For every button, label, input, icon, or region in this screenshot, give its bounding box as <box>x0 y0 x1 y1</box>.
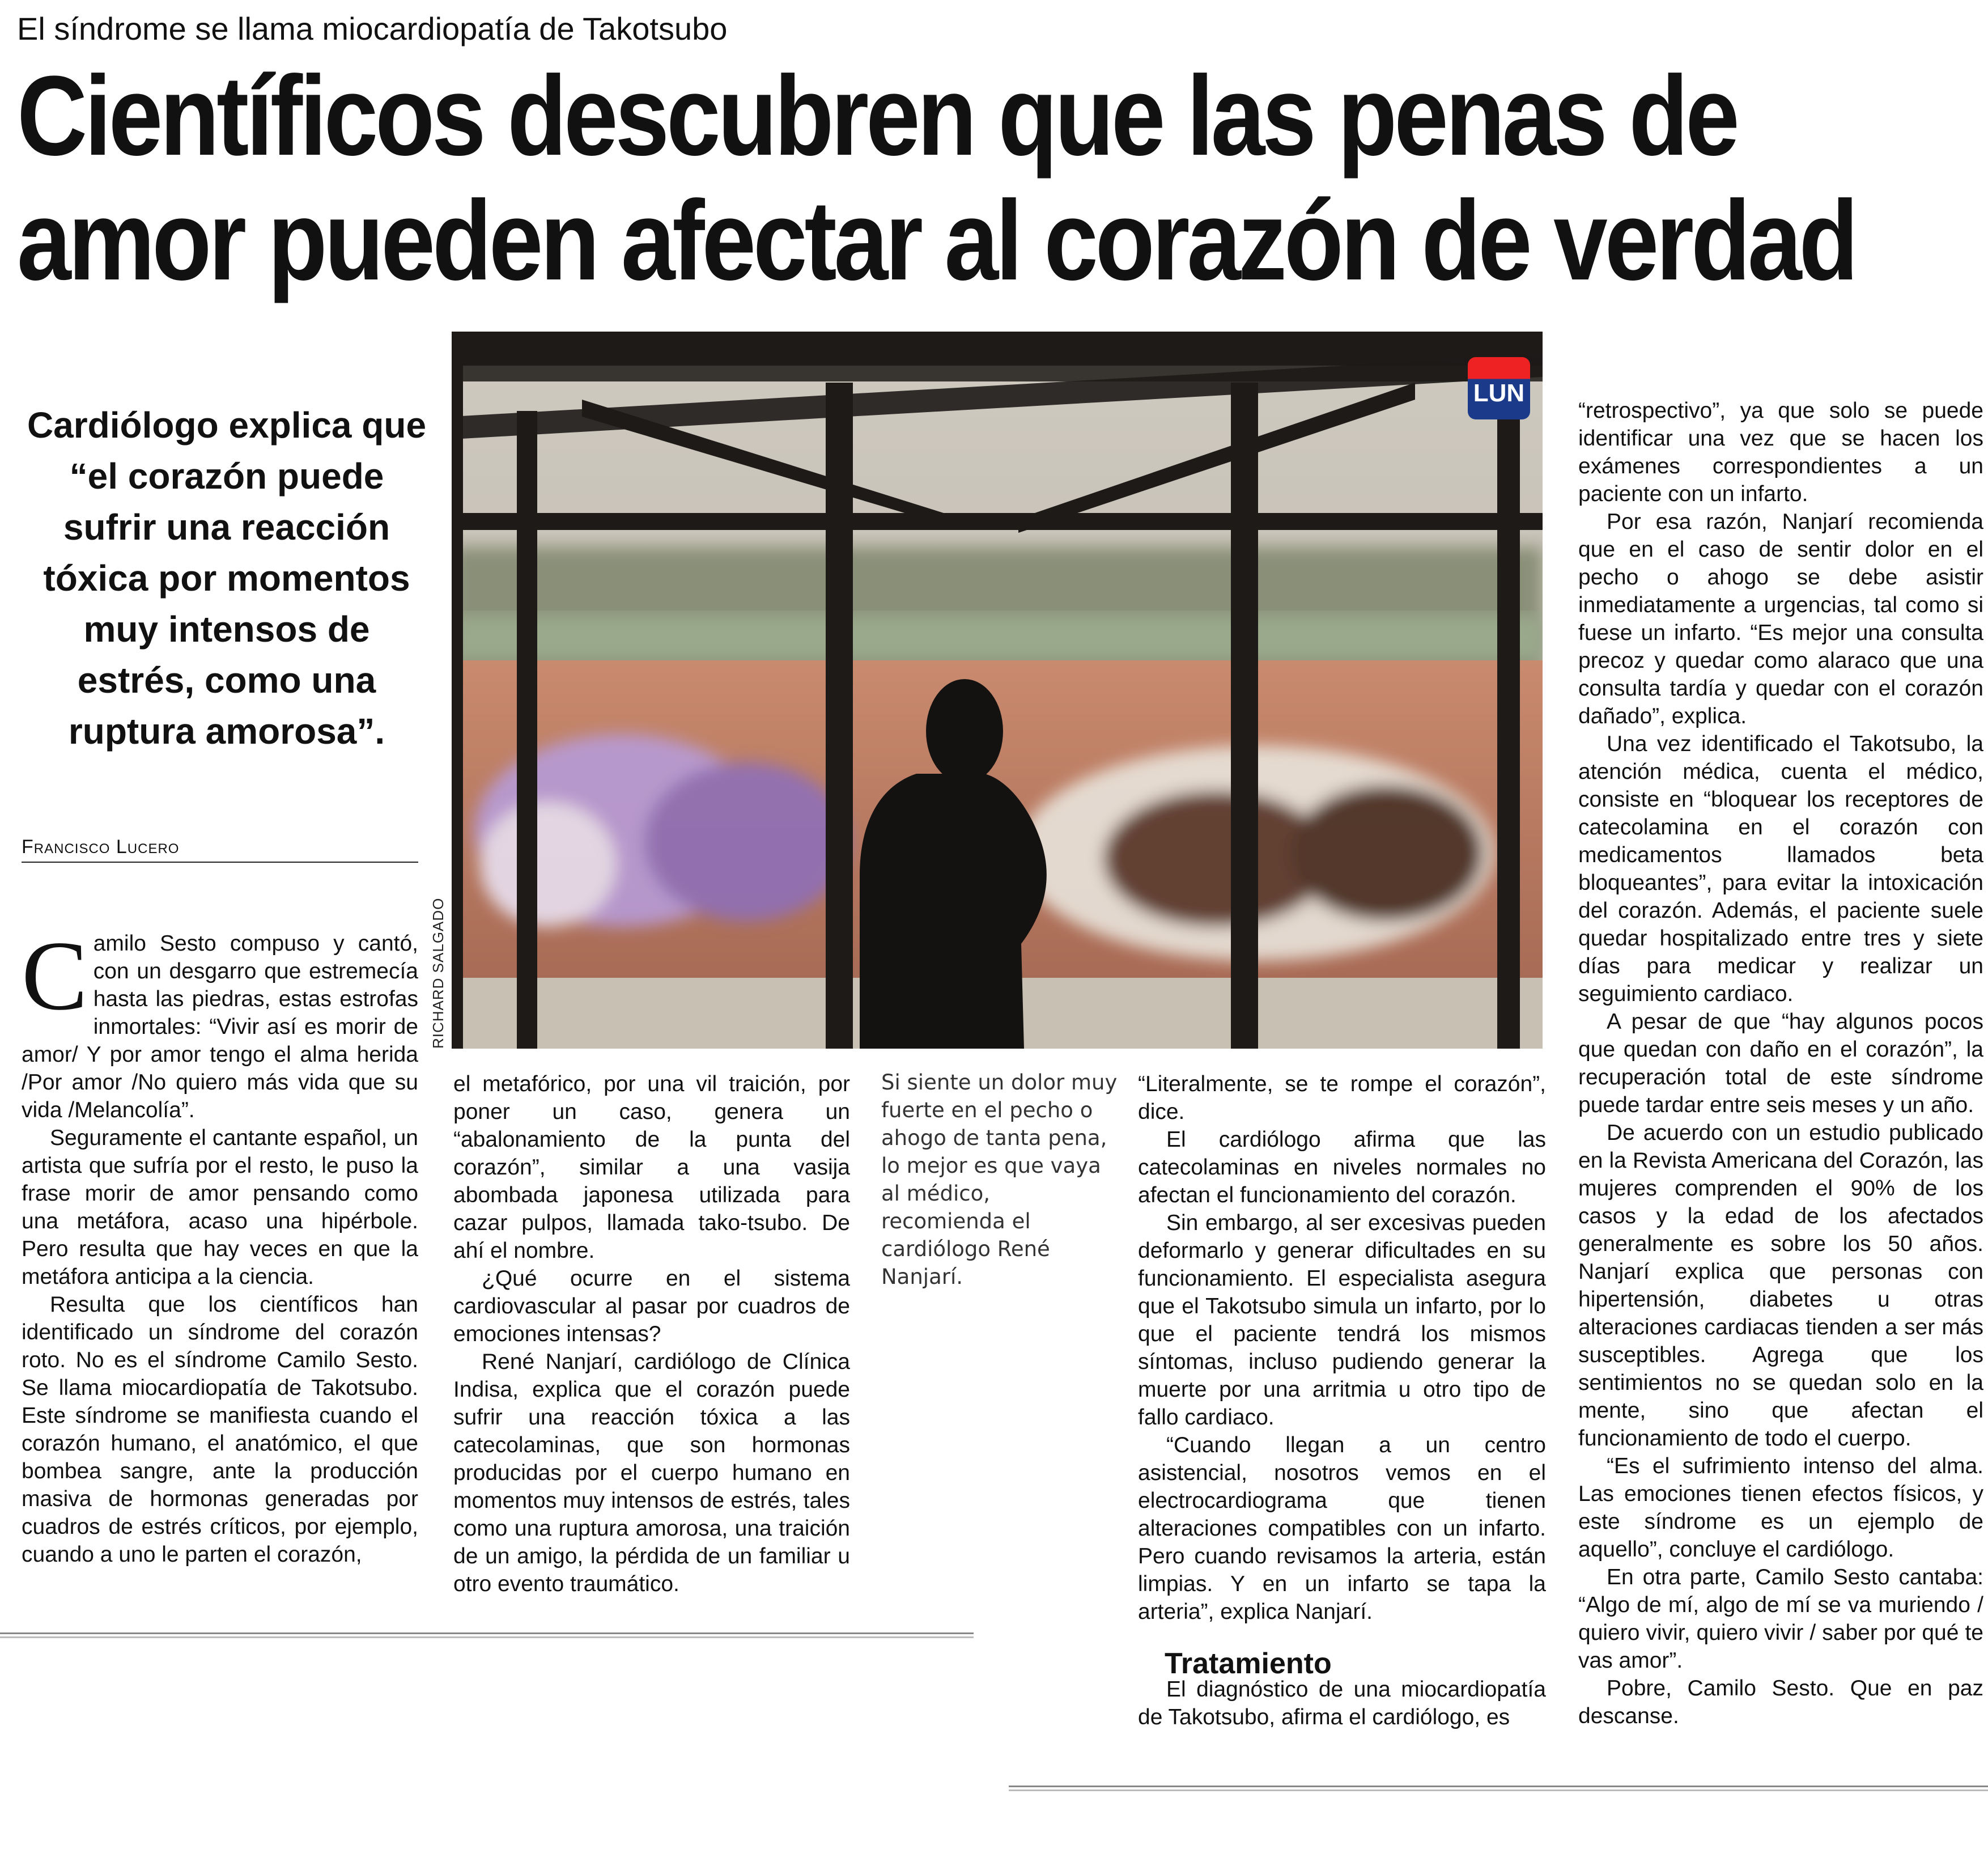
paragraph: “Literalmente, se te rompe el corazón”, dice. <box>1138 1072 1546 1124</box>
photo-illustration <box>452 332 1543 1049</box>
paragraph: En otra parte, Camilo Sesto cantaba: “Algo de mí, algo de mí se va muriendo / quiero vivir, quiero vivir / saber por qué te vas amor”. <box>1578 1565 1983 1673</box>
paragraph: Pobre, Camilo Sesto. Que en paz descanse. <box>1578 1676 1983 1728</box>
drop-cap: C <box>22 921 88 1030</box>
photo-credit: RICHARD SALGADO <box>430 897 447 1049</box>
pull-quote: Cardiólogo explica que “el corazón puede sufrir una reacción tóxica por momentos muy intensos de estrés, como una ruptura amorosa”. <box>27 405 427 752</box>
paragraph: “Es el sufrimiento intenso del alma. Las emociones tienen efectos físicos, y este síndrome es un ejemplo de aquello”, concluye el cardiólogo. <box>1578 1454 1983 1562</box>
paragraph: ¿Qué ocurre en el sistema cardiovascular al pasar por cuadros de emociones intensas? <box>453 1266 850 1346</box>
divider-rule <box>0 1632 974 1638</box>
divider-rule <box>1009 1786 1988 1791</box>
headline-line-2: amor pueden afectar al corazón de verdad <box>17 177 1856 304</box>
photo <box>452 332 1543 1049</box>
paragraph: el metafórico, por una vil traición, por poner un caso, genera un “abalonamiento de la punta del corazón”, similar a una vasija abombada japonesa utilizada para cazar pulpos, llamada tako-tsubo. De ahí el nombre. <box>453 1072 850 1263</box>
paragraph: Sin embargo, al ser excesivas pueden deformarlo y generar dificultades en su funcionamiento. El especialista asegura que el Takotsubo simula un infarto, por lo que el paciente tendrá los mismos síntomas, incluso pudiendo generar la muerte por una arritmia u otro tipo de fallo cardiaco. <box>1138 1211 1546 1430</box>
headline <box>17 53 1856 304</box>
paragraph: De acuerdo con un estudio publicado en la Revista Americana del Corazón, las mujeres comprenden el 90% de los casos y la edad de los afectados generalmente es sobre los 50 años. Nanjarí explica que personas con hipertensión, diabetes u otras alteraciones cardiacas tienden a ser más susceptibles. Agrega que los sentimientos no se quedan solo en la mente, sino que afectan el funcionamiento de todo el cuerpo. <box>1578 1121 1983 1451</box>
paragraph: El diagnóstico de una miocardiopatía de Takotsubo, afirma el cardiólogo, es <box>1138 1677 1546 1729</box>
lun-logo: LUN <box>1468 357 1530 419</box>
article-column-2 <box>453 1070 850 1598</box>
paragraph: René Nanjarí, cardiólogo de Clínica Indisa, explica que el corazón puede sufrir una reacción tóxica a las catecolaminas, que son hormonas producidas por el cuerpo humano en momentos muy intensos de estrés, tales como una ruptura amorosa, una traición de un amigo, la pérdida de un familiar u otro evento traumático. <box>453 1350 850 1596</box>
photo-caption: Si siente un dolor muy fuerte en el pecho o ahogo de tanta pena, lo mejor es que vaya al médico, recomienda el cardiólogo René Nanjarí. <box>881 1070 1118 1289</box>
paragraph: “Cuando llegan a un centro asistencial, nosotros vemos en el electrocardiograma que tienen alteraciones compatibles con un infarto. Pero cuando revisamos la arteria, están limpias. Y en un infarto se tapa la arteria”, explica Nanjarí. <box>1138 1433 1546 1624</box>
section-subhead: Tratamiento <box>1165 1647 1332 1680</box>
paragraph: Una vez identificado el Takotsubo, la atención médica, cuenta el médico, consiste en “bloquear los receptores de catecolamina en el corazón con medicamentos llamados beta bloqueantes”, para evitar la intoxicación del corazón. Además, el paciente suele quedar hospitalizado entre tres y siete días para medicar y realizar un seguimiento cardiaco. <box>1578 732 1983 1006</box>
byline: Francisco Lucero <box>22 836 180 858</box>
paragraph: El cardiólogo afirma que las catecolaminas en niveles normales no afectan el funcionamiento del corazón. <box>1138 1127 1546 1207</box>
paragraph: Camilo Sesto compuso y cantó, con un desgarro que estremecía hasta las piedras, estas estrofas inmortales: “Vivir así es morir de amor/ Y por amor tengo el alma herida /Por amor /No quiero más vida que su vida /Melancolía”. <box>22 921 418 1122</box>
kicker: El síndrome se llama miocardiopatía de Takotsubo <box>17 11 728 46</box>
article-column-4 <box>1578 397 1983 1730</box>
paragraph: Resulta que los científicos han identificado un síndrome del corazón roto. No es el síndrome Camilo Sesto. Se llama miocardiopatía de Takotsubo. Este síndrome se manifiesta cuando el corazón humano, el anatómico, el que bombea sangre, ante la producción masiva de hormonas generadas por cuadros de estrés críticos, por ejemplo, cuando a uno le parten el corazón, <box>22 1292 418 1567</box>
paragraph: Por esa razón, Nanjarí recomienda que en el caso de sentir dolor en el pecho o ahogo se debe asistir inmediatamente a urgencias, tal como si fuese un infarto. “Es mejor una consulta precoz y quedar como alaraco que una consulta tardía y quedar con el corazón dañado”, explica. <box>1578 510 1983 728</box>
paragraph: “retrospectivo”, ya que solo se puede identificar una vez que se hacen los exámenes correspondientes a un paciente con un infarto. <box>1578 398 1983 506</box>
paragraph: Seguramente el cantante español, un artista que sufría por el resto, le puso la frase morir de amor pensando como una metáfora, acaso una hipérbole. Pero resulta que hay veces en que la metáfora anticipa a la ciencia. <box>22 1126 418 1289</box>
headline-line-1: Científicos descubren que las penas de <box>17 53 1737 179</box>
article-column-3 <box>1138 1070 1546 1731</box>
paragraph: A pesar de que “hay algunos pocos que quedan con daño en el corazón”, la recuperación total de este síndrome puede tardar entre seis meses y un año. <box>1578 1010 1983 1117</box>
byline-rule <box>22 862 418 863</box>
article-column-1 <box>22 921 418 1568</box>
